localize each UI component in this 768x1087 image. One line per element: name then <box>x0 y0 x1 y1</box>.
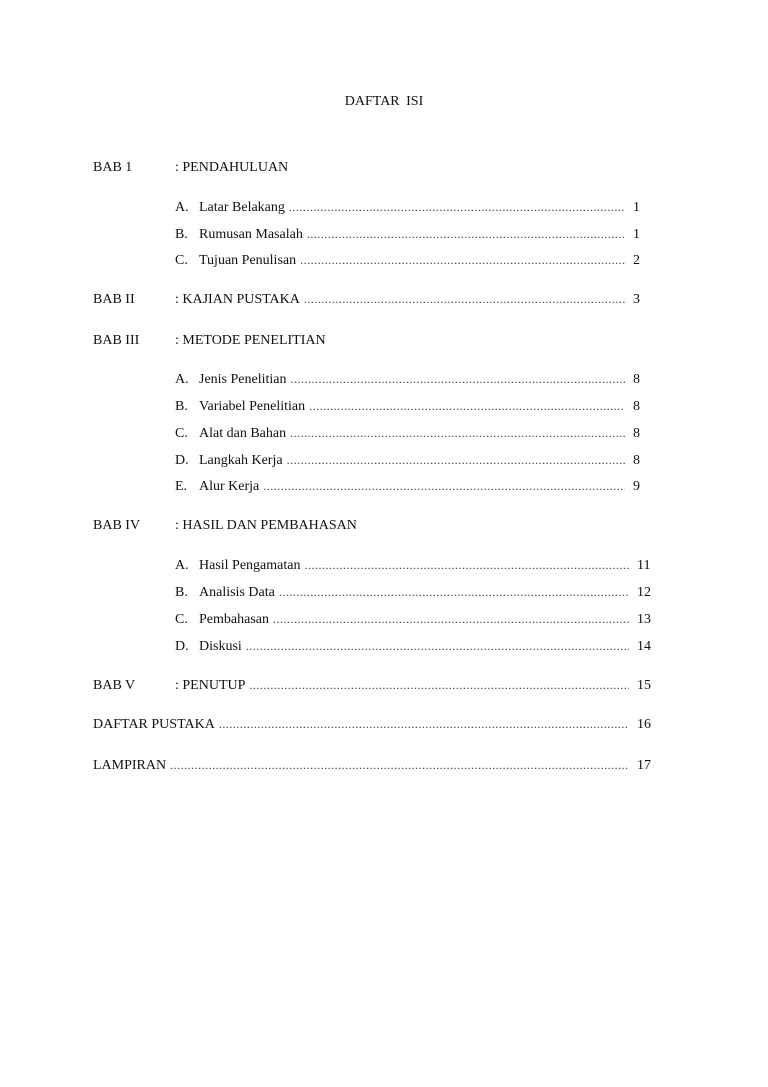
entry-page: 13 <box>637 612 651 627</box>
chapter-3-number: BAB III <box>93 333 140 348</box>
dot-leader <box>290 426 625 441</box>
toc-entry[interactable] <box>175 227 655 247</box>
entry-letter: B. <box>175 585 188 600</box>
toc-entry[interactable] <box>93 758 659 778</box>
entry-letter: E. <box>175 479 188 494</box>
dot-leader <box>309 399 625 414</box>
entry-page: 2 <box>633 253 640 268</box>
entry-label: Langkah Kerja <box>199 453 283 468</box>
entry-label: DAFTAR PUSTAKA <box>93 717 215 732</box>
dot-leader <box>287 453 625 468</box>
chapter-2-number: BAB II <box>93 292 135 307</box>
entry-letter: C. <box>175 253 188 268</box>
dot-leader <box>289 200 625 215</box>
dot-leader <box>291 372 626 387</box>
entry-letter: C. <box>175 426 188 441</box>
entry-letter: A. <box>175 372 189 387</box>
entry-label: Pembahasan <box>199 612 269 627</box>
entry-page: 15 <box>637 678 651 693</box>
dot-leader <box>304 292 625 307</box>
entry-label: Alur Kerja <box>199 479 260 494</box>
entry-label: : PENUTUP <box>175 678 246 693</box>
dot-leader <box>246 639 629 654</box>
entry-label: Variabel Penelitian <box>199 399 306 414</box>
toc-entry[interactable] <box>175 639 659 659</box>
toc-entry[interactable] <box>175 585 659 605</box>
entry-label: Rumusan Masalah <box>199 227 303 242</box>
entry-page: 1 <box>633 200 640 215</box>
toc-entry[interactable] <box>175 453 655 473</box>
toc-entry[interactable] <box>175 612 659 632</box>
page-title: DAFTAR ISI <box>344 94 424 109</box>
entry-letter: B. <box>175 227 188 242</box>
entry-page: 8 <box>633 372 640 387</box>
toc-entry[interactable] <box>93 717 659 737</box>
dot-leader <box>300 253 625 268</box>
entry-letter: D. <box>175 639 189 654</box>
entry-label: : KAJIAN PUSTAKA <box>175 292 300 307</box>
entry-label: Analisis Data <box>199 585 275 600</box>
toc-entry[interactable] <box>175 678 659 698</box>
toc-entry[interactable] <box>175 558 659 578</box>
toc-entry[interactable] <box>175 426 655 446</box>
entry-page: 8 <box>633 399 640 414</box>
toc-entry[interactable] <box>175 292 655 312</box>
toc-entry[interactable] <box>175 479 655 499</box>
entry-label: Jenis Penelitian <box>199 372 287 387</box>
chapter-1-number: BAB 1 <box>93 160 133 175</box>
entry-letter: D. <box>175 453 189 468</box>
entry-page: 16 <box>637 717 651 732</box>
dot-leader <box>170 758 629 773</box>
dot-leader <box>304 558 629 573</box>
entry-page: 9 <box>633 479 640 494</box>
entry-label: Diskusi <box>199 639 242 654</box>
dot-leader <box>279 585 629 600</box>
chapter-4-number: BAB IV <box>93 518 141 533</box>
chapter-5-number: BAB V <box>93 678 136 693</box>
entry-label: Alat dan Bahan <box>199 426 287 441</box>
entry-page: 14 <box>637 639 651 654</box>
chapter-4-title: : HASIL DAN PEMBAHASAN <box>175 518 357 533</box>
entry-label: LAMPIRAN <box>93 758 167 773</box>
dot-leader <box>219 717 629 732</box>
toc-entry[interactable] <box>175 253 655 273</box>
entry-label: Hasil Pengamatan <box>199 558 301 573</box>
entry-page: 8 <box>633 453 640 468</box>
dot-leader <box>263 479 625 494</box>
toc-entry[interactable] <box>175 372 655 392</box>
toc-entry[interactable] <box>175 200 655 220</box>
entry-letter: C. <box>175 612 188 627</box>
entry-page: 3 <box>633 292 640 307</box>
dot-leader <box>273 612 629 627</box>
chapter-3-title: : METODE PENELITIAN <box>175 333 326 348</box>
entry-letter: A. <box>175 558 189 573</box>
entry-label: Latar Belakang <box>199 200 285 215</box>
dot-leader <box>249 678 629 693</box>
toc-entry[interactable] <box>175 399 655 419</box>
entry-letter: B. <box>175 399 188 414</box>
entry-page: 11 <box>637 558 651 573</box>
entry-letter: A. <box>175 200 189 215</box>
entry-page: 1 <box>633 227 640 242</box>
entry-page: 8 <box>633 426 640 441</box>
dot-leader <box>307 227 625 242</box>
entry-label: Tujuan Penulisan <box>199 253 297 268</box>
entry-page: 17 <box>637 758 651 773</box>
chapter-1-title: : PENDAHULUAN <box>175 160 289 175</box>
entry-page: 12 <box>637 585 651 600</box>
